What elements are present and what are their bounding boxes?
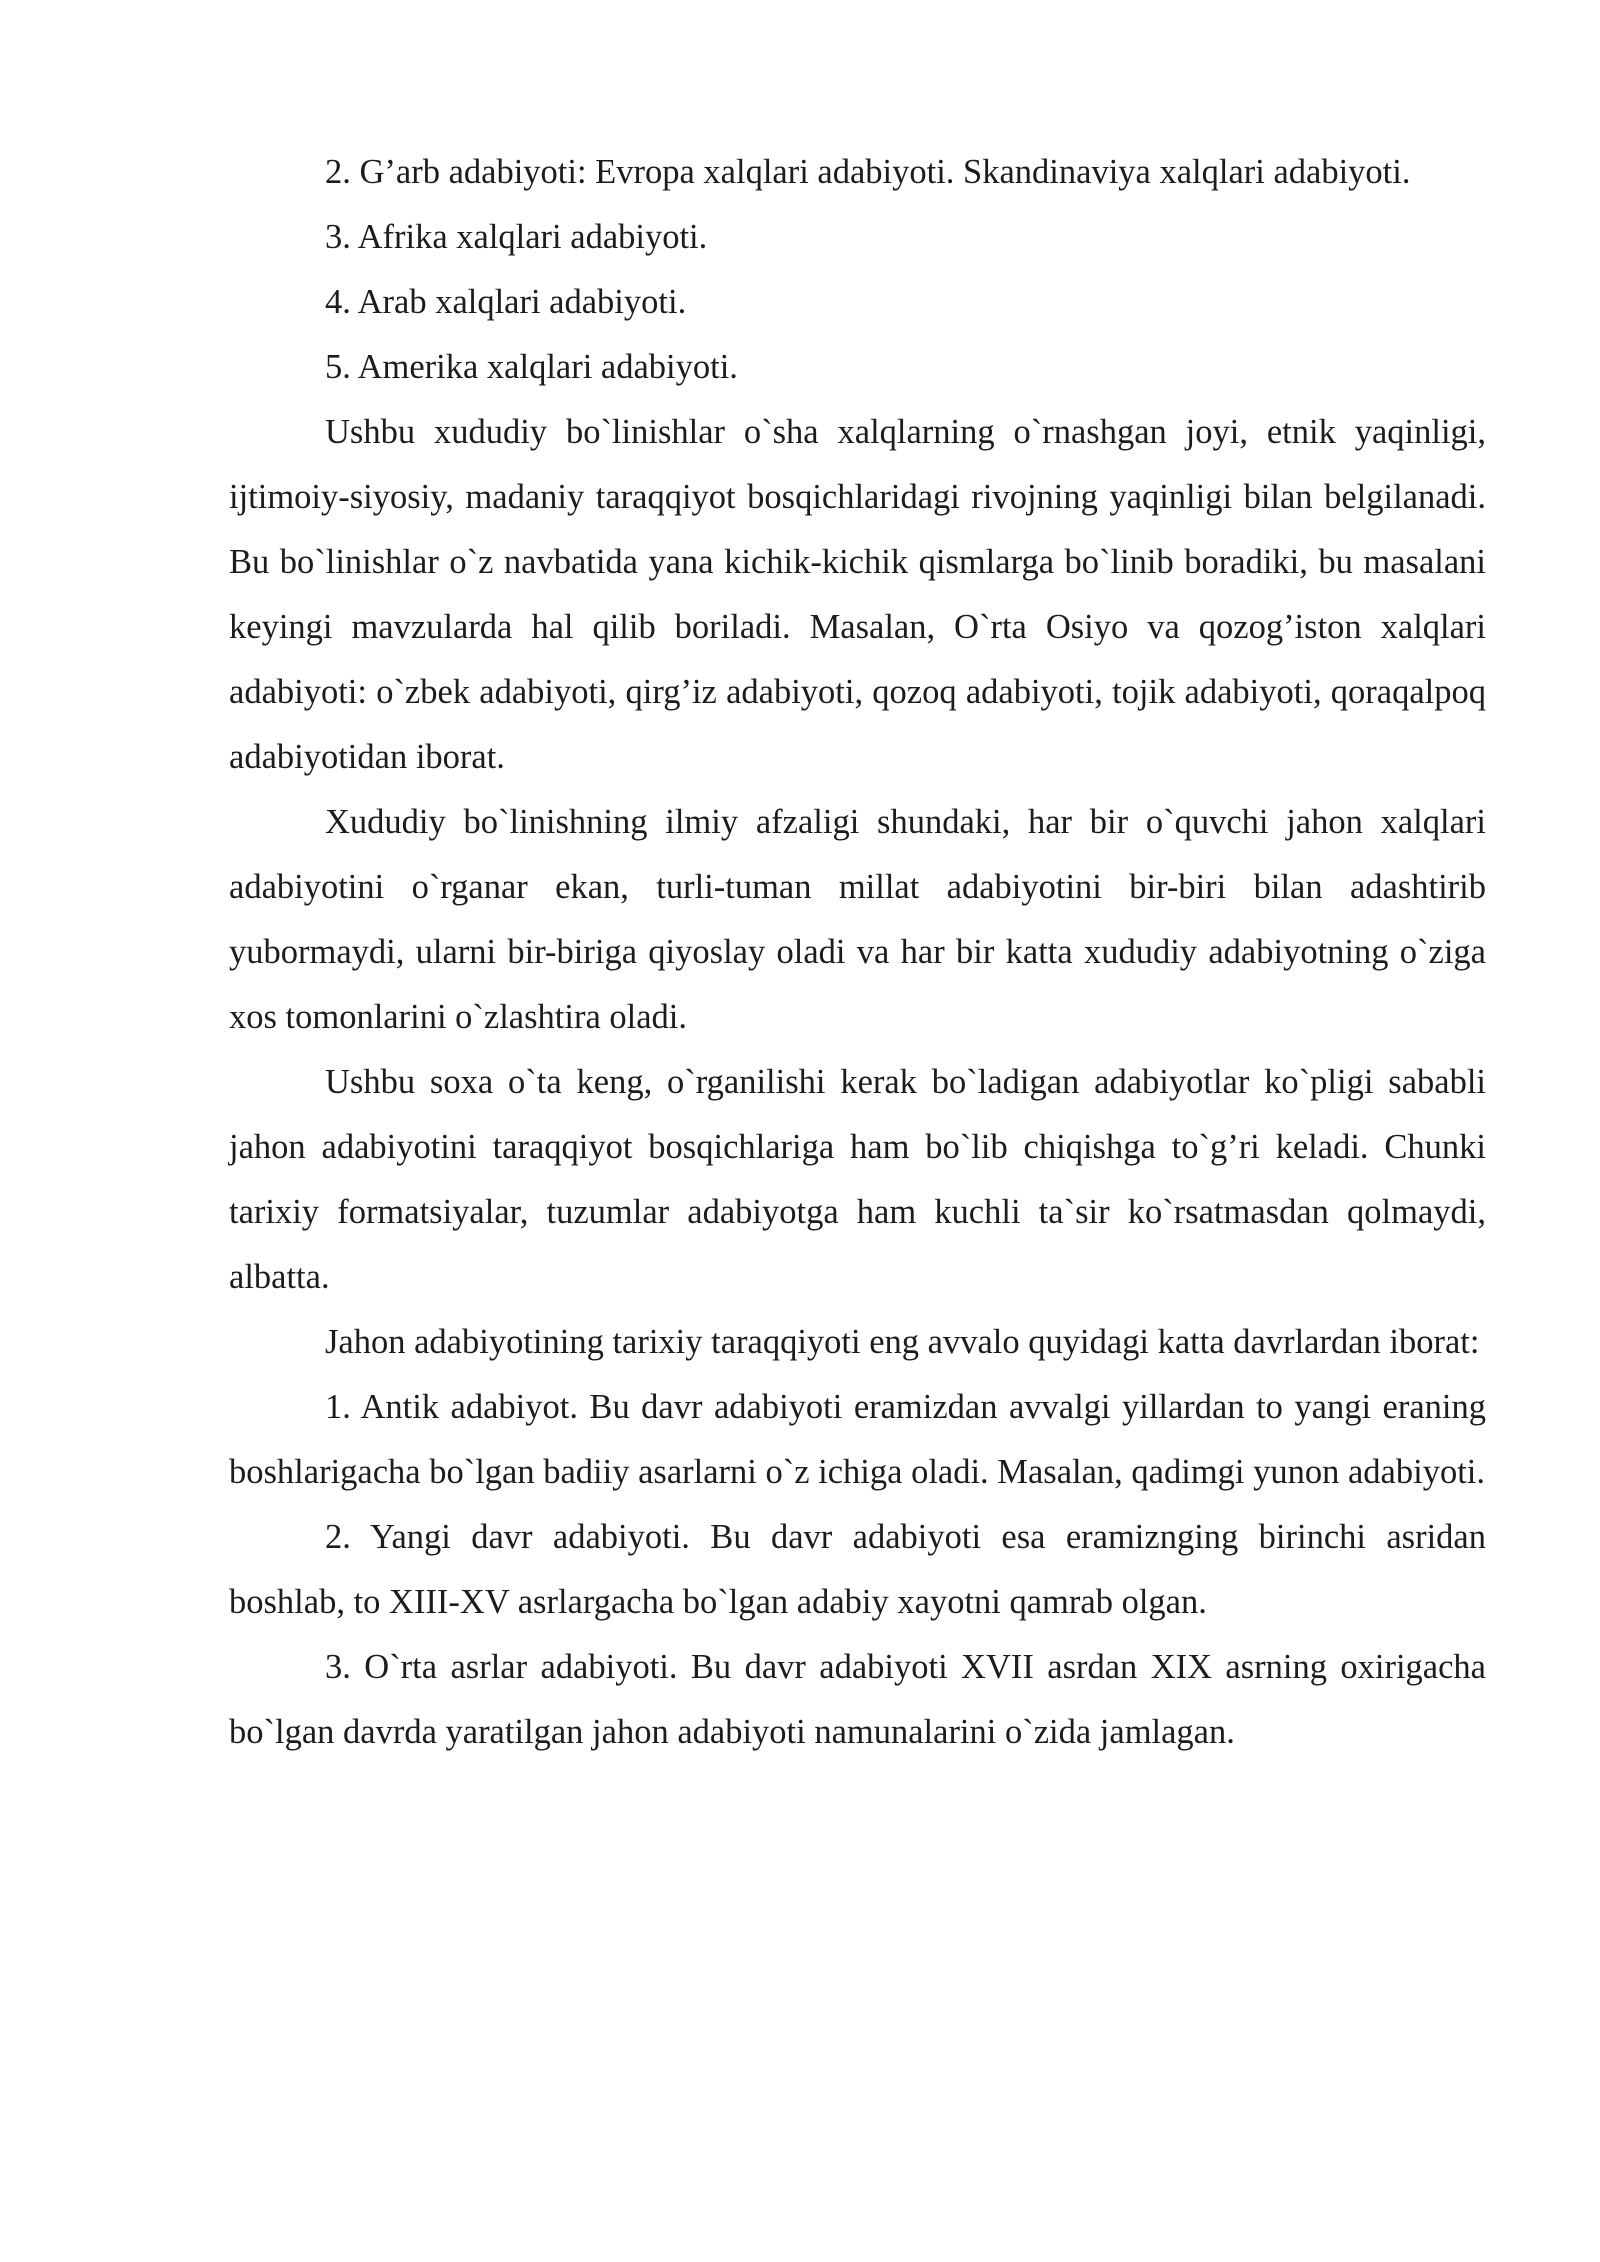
paragraph-development-stages: Ushbu soxa o`ta keng, o`rganilishi kerak bo`ladigan adabiyotlar ko`pligi sababli jahon adabiyotini taraqqiyot bosqichlariga ham bo`lib chiqishga to`g’ri keladi. Chunki tarixiy formatsiyalar, tuzumlar adabiyotga ham kuchli ta`sir ko`rsatmasdan qolmaydi, albatta. <box>229 1063 1486 1296</box>
list-item-western-literature: 2. G’arb adabiyoti: Evropa xalqlari adabiyoti. Skandinaviya xalqlari adabiyoti. <box>325 153 1411 191</box>
document-body <box>229 140 1486 1765</box>
list-item-arab-literature: 4. Arab xalqlari adabiyoti. <box>325 283 687 321</box>
list-item-african-literature: 3. Afrika xalqlari adabiyoti. <box>325 218 708 256</box>
list-item-antique-literature: 1. Antik adabiyot. Bu davr adabiyoti eramizdan avvalgi yillardan to yangi eraning boshlarigacha bo`lgan badiiy asarlarni o`z ichiga oladi. Masalan, qadimgi yunon adabiyoti. <box>229 1388 1486 1491</box>
list-item-american-literature: 5. Amerika xalqlari adabiyoti. <box>325 348 738 386</box>
paragraph-scientific-advantage: Xududiy bo`linishning ilmiy afzaligi shundaki, har bir o`quvchi jahon xalqlari adabiyotini o`rganar ekan, turli-tuman millat adabiyotini bir-biri bilan adashtirib yubormaydi, ularni bir-biriga qiyoslay oladi va har bir katta xududiy adabiyotning o`ziga xos tomonlarini o`zlashtira oladi. <box>229 803 1486 1036</box>
paragraph-historical-periods-intro: Jahon adabiyotining tarixiy taraqqiyoti eng avvalo quyidagi katta davrlardan iborat: <box>325 1323 1480 1361</box>
list-item-new-era-literature: 2. Yangi davr adabiyoti. Bu davr adabiyoti esa eramiznging birinchi asridan boshlab, to XIII-XV asrlargacha bo`lgan adabiy xayotni qamrab olgan. <box>229 1518 1486 1621</box>
paragraph-territorial-division: Ushbu xududiy bo`linishlar o`sha xalqlarning o`rnashgan joyi, etnik yaqinligi, ijtimoiy-siyosiy, madaniy taraqqiyot bosqichlaridagi rivojning yaqinligi bilan belgilanadi. Bu bo`linishlar o`z navbatida yana kichik-kichik qismlarga bo`linib boradiki, bu masalani keyingi mavzularda hal qilib boriladi. Masalan, O`rta Osiyo va qozog’iston xalqlari adabiyoti: o`zbek adabiyoti, qirg’iz adabiyoti, qozoq adabiyoti, tojik adabiyoti, qoraqalpoq adabiyotidan iborat. <box>229 413 1486 776</box>
list-item-middle-ages-literature: 3. O`rta asrlar adabiyoti. Bu davr adabiyoti XVII asrdan XIX asrning oxirigacha bo`lgan davrda yaratilgan jahon adabiyoti namunalarini o`zida jamlagan. <box>229 1648 1486 1751</box>
